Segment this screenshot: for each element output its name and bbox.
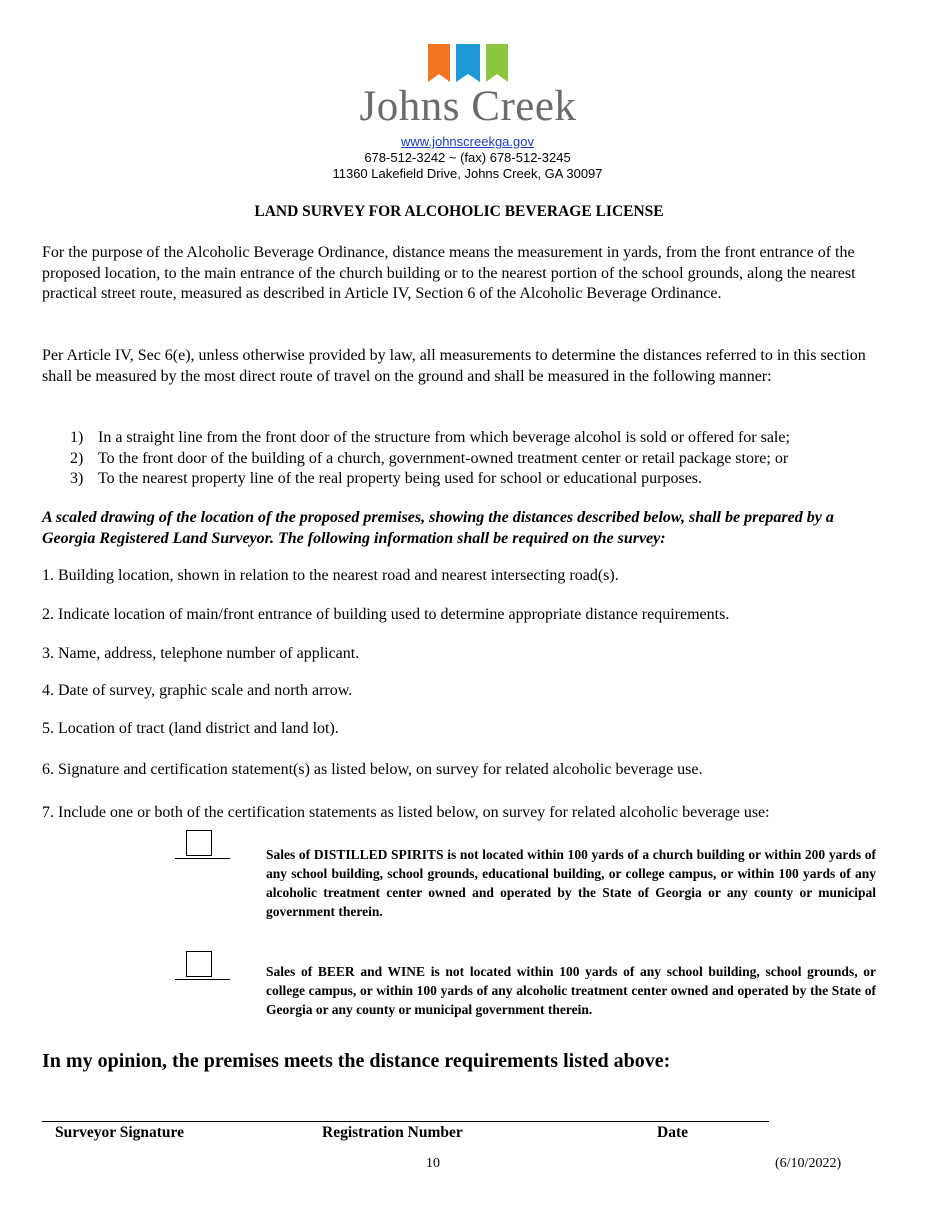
requirement-item: 3. Name, address, telephone number of applicant.	[42, 645, 360, 662]
phone-line: 678-512-3242 ~ (fax) 678-512-3245	[364, 150, 571, 165]
address-line: 11360 Lakefield Drive, Johns Creek, GA 30097	[332, 166, 603, 181]
date-label: Date	[657, 1124, 688, 1141]
requirement-item: 2. Indicate location of main/front entrance of building used to determine appropriate distance requirements.	[42, 606, 730, 623]
beer-wine-checkbox[interactable]	[186, 951, 212, 977]
intro-paragraph: For the purpose of the Alcoholic Beverage Ordinance, distance means the measurement in yards, from the front entrance of the proposed location, to the main entrance of the church building or to the nearest portion of the school grounds, along the nearest practical street route, measured as described in Article IV, Section 6 of the Alcoholic Beverage Ordinance.	[42, 244, 856, 302]
registration-number-label: Registration Number	[322, 1124, 463, 1141]
requirement-item: 6. Signature and certification statement(s) as listed below, on survey for related alcoholic beverage use.	[42, 761, 703, 778]
requirement-item: 5. Location of tract (land district and land lot).	[42, 720, 339, 737]
list-item: 3) To the nearest property line of the real property being used for school or educational purposes.	[70, 470, 703, 487]
website-link[interactable]: www.johnscreekga.gov	[401, 134, 534, 149]
manner-list	[70, 428, 890, 490]
distilled-spirits-statement: Sales of DISTILLED SPIRITS is not located within 100 yards of a church building or within 200 yards of any school building, school grounds, educational building, or college campus, or within 100 yards of any alcoholic treatment center owned and operated by the State of Georgia or any county or municipal government therein.	[266, 847, 876, 919]
website-link-line	[0, 134, 935, 150]
requirement-item: 1. Building location, shown in relation to the nearest road and nearest intersecting road(s).	[42, 567, 619, 584]
surveyor-signature-label: Surveyor Signature	[55, 1124, 185, 1141]
banner-flags-icon	[426, 42, 510, 86]
page-title: LAND SURVEY FOR ALCOHOLIC BEVERAGE LICENSE	[254, 203, 664, 220]
revision-date: (6/10/2022)	[775, 1156, 842, 1171]
signature-line[interactable]	[42, 1121, 769, 1122]
requirement-item: 7. Include one or both of the certification statements as listed below, on survey for related alcoholic beverage use:	[42, 804, 770, 821]
list-item: 2) To the front door of the building of a church, government-owned treatment center or retail package store; or	[70, 449, 789, 467]
page-number: 10	[426, 1156, 440, 1171]
survey-notice: A scaled drawing of the location of the proposed premises, showing the distances described below, shall be prepared by a Georgia Registered Land Surveyor. The following information shall be required on the survey:	[42, 509, 834, 547]
logo-wordmark: Johns Creek	[359, 83, 577, 130]
distilled-spirits-checkbox[interactable]	[186, 830, 212, 856]
beer-wine-statement: Sales of BEER and WINE is not located within 100 yards of any school building, school grounds, or college campus, or within 100 yards of any alcoholic treatment center owned and operated by the State of Georgia or any county or municipal government therein.	[266, 964, 876, 1017]
city-logo	[348, 42, 588, 130]
article-paragraph: Per Article IV, Sec 6(e), unless otherwise provided by law, all measurements to determine the distances referred to in this section shall be measured by the most direct route of travel on the ground and shall be measured in the following manner:	[42, 347, 866, 385]
requirement-item: 4. Date of survey, graphic scale and north arrow.	[42, 682, 353, 699]
list-item: 1) In a straight line from the front door of the structure from which beverage alcohol is sold or offered for sale;	[70, 429, 790, 446]
opinion-statement: In my opinion, the premises meets the distance requirements listed above:	[42, 1050, 671, 1072]
